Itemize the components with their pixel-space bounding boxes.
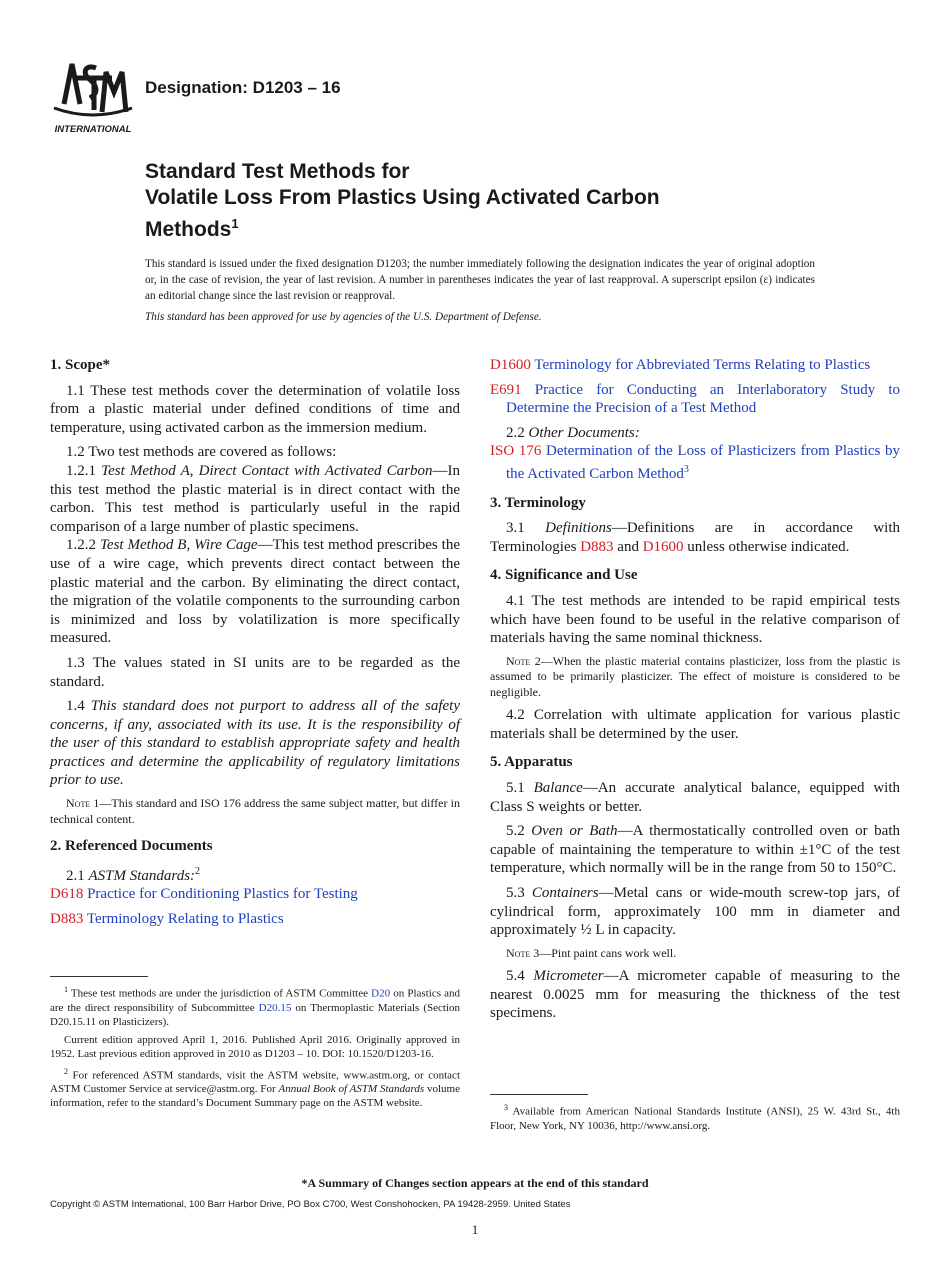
note-2: Note 2—When the plastic material contains plasticizer, loss from the plastic is assumed to be primarily plasticizer. The effect of moisture is considered to be negligible. bbox=[490, 653, 900, 699]
link-d1600[interactable]: D1600 bbox=[642, 538, 684, 555]
title-line-3: Methods$^1$ bbox=[145, 216, 239, 241]
para-1-2: 1.2 Two test methods are covered as follows: bbox=[66, 444, 337, 461]
footnote-3: $^3$ Available from American National Standards Institute (ANSI), 25 W. 43rd St., 4th Floor, New York, NY 10036, http://www.ansi.org. bbox=[490, 1103, 900, 1132]
reference-e691[interactable]: E691 Practice for Conducting an Interlaboratory Study to Determine the Precision of a Test Method bbox=[490, 381, 900, 417]
note-3: Note 3—Pint paint cans work well. bbox=[506, 945, 677, 960]
para-3-1: 3.1 Definitions—Definitions are in accordance with Terminologies D883 and D1600 unless otherwise indicated. bbox=[490, 520, 900, 555]
logo-text: INTERNATIONAL bbox=[54, 124, 132, 135]
footnote-1-edition: Current edition approved April 1, 2016. Published April 2016. Originally approved in 1952. Last previous edition approved in 2010 as D1203 – 10. DOI: 10.1520/D1203-16. bbox=[50, 1033, 460, 1060]
footnote-2: $^2$ For referenced ASTM standards, visit the ASTM website, www.astm.org, or contact ASTM Customer Service at service@astm.org. For Annual Book of ASTM Standards volume information, refer to the standard’s Document Summary page on the ASTM website. bbox=[50, 1066, 460, 1110]
para-2-1: 2.1 ASTM Standards:$^2$ bbox=[66, 865, 201, 884]
para-1-3: 1.3 The values stated in SI units are to be regarded as the standard. bbox=[50, 654, 460, 690]
section-heading-significance: 4. Significance and Use bbox=[490, 567, 638, 584]
copyright-line: Copyright © ASTM International, 100 Barr Harbor Drive, PO Box C700, West Conshohocken, PA 19428-2959. United States bbox=[50, 1199, 571, 1210]
para-1-2-2: 1.2.2 Test Method B, Wire Cage—This test method prescribes the use of a wire cage, which prevents direct contact between the plastic material and the carbon. By eliminating the direct contact, the migration of the volatile components to the surrounding carbon is minimized and loss by volatilization is more specifically measured. bbox=[50, 537, 460, 647]
para-5-4: 5.4 Micrometer—A micrometer capable of measuring to the nearest 0.0025 mm for measuring the thickness of the test specimens. bbox=[490, 968, 900, 1022]
document-title bbox=[145, 159, 845, 243]
reference-d883[interactable]: D883 Terminology Relating to Plastics bbox=[50, 910, 284, 927]
title-line-2: Volatile Loss From Plastics Using Activated Carbon bbox=[145, 186, 660, 209]
designation: Designation: D1203 – 16 bbox=[145, 78, 341, 97]
footnote-1: $^1$ These test methods are under the jurisdiction of ASTM Committee D20 on Plastics and are the direct responsibility of Subcommittee D20.15 on Thermoplastic Materials (Section D20.15.11 on Plasticizers). bbox=[50, 985, 460, 1028]
reference-d1600[interactable]: D1600 Terminology for Abbreviated Terms Relating to Plastics bbox=[490, 357, 871, 373]
page-number: 1 bbox=[471, 1222, 479, 1237]
footnotes-left bbox=[50, 976, 460, 1114]
para-1-1: 1.1 These test methods cover the determination of volatile loss from a plastic material under defined conditions of time and temperature, using activated carbon as the immersion medium. bbox=[50, 382, 460, 436]
issued-statement: This standard is issued under the fixed designation D1203; the number immediately following the designation indicates the year of original adoption or, in the case of revision, the year of last revision. A number in parentheses indicates the year of last reapproval. A superscript epsilon (ε) indicates an editorial change since the last revision or reapproval. bbox=[145, 258, 815, 302]
astm-logo bbox=[50, 58, 136, 136]
para-1-4: 1.4 This standard does not purport to address all of the safety concerns, if any, associated with its use. It is the responsibility of the user of this standard to establish appropriate safety and health practices and determine the applicability of regulatory limitations prior to use. bbox=[50, 698, 461, 789]
dod-approval: This standard has been approved for use by agencies of the U.S. Department of Defense. bbox=[145, 311, 542, 323]
para-4-1: 4.1 The test methods are intended to be rapid empirical tests which have been found to be useful in the relative comparison of materials having the same nominal thickness. bbox=[490, 592, 900, 647]
section-heading-apparatus: 5. Apparatus bbox=[490, 754, 573, 771]
para-5-2: 5.2 Oven or Bath—A thermostatically controlled oven or bath capable of maintaining the temperature to within ±1°C of the test temperature, which normally will be in the range from 50 to 150°C. bbox=[490, 823, 900, 877]
section-heading-terminology: 3. Terminology bbox=[490, 494, 586, 511]
reference-d618[interactable]: D618 Practice for Conditioning Plastics for Testing bbox=[50, 886, 358, 903]
para-5-3: 5.3 Containers—Metal cans or wide-mouth screw-top jars, of cylindrical form, approximately 100 mm in diameter and approximately ½ L in capacity. bbox=[490, 884, 901, 939]
para-4-2: 4.2 Correlation with ultimate application for various plastic materials shall be determined by the user. bbox=[490, 707, 900, 742]
reference-iso176[interactable]: ISO 176 Determination of the Loss of Plasticizers from Plastics by the Activated Carbon Method$^3$ bbox=[490, 443, 900, 482]
summary-of-changes-note: *A Summary of Changes section appears at the end of this standard bbox=[301, 1176, 649, 1190]
link-d2015[interactable]: D20.15 bbox=[258, 1001, 292, 1014]
link-d883[interactable]: D883 bbox=[580, 538, 614, 555]
footnote-rule bbox=[490, 1094, 588, 1095]
note-1: Note 1—This standard and ISO 176 address the same subject matter, but differ in technical content. bbox=[50, 796, 461, 826]
right-column bbox=[490, 356, 900, 1029]
section-heading-scope: 1. Scope* bbox=[50, 357, 110, 373]
para-5-1: 5.1 Balance—An accurate analytical balance, equipped with Class S weights or better. bbox=[490, 780, 900, 815]
para-2-2: 2.2 Other Documents: bbox=[506, 424, 640, 441]
link-d20[interactable]: D20 bbox=[371, 987, 391, 1000]
title-line-1: Standard Test Methods for bbox=[145, 160, 410, 183]
title-footnote-mark: 1 bbox=[231, 216, 239, 231]
footnote-rule bbox=[50, 976, 148, 977]
section-heading-references: 2. Referenced Documents bbox=[50, 838, 213, 855]
footnotes-right bbox=[490, 1094, 900, 1137]
para-1-2-1: 1.2.1 Test Method A, Direct Contact with Activated Carbon—In this test method the plastic material is in direct contact with the carbon. This test method is particularly useful in the rapid comparison of a large number of plastic specimens. bbox=[50, 462, 460, 535]
left-column bbox=[50, 356, 460, 934]
